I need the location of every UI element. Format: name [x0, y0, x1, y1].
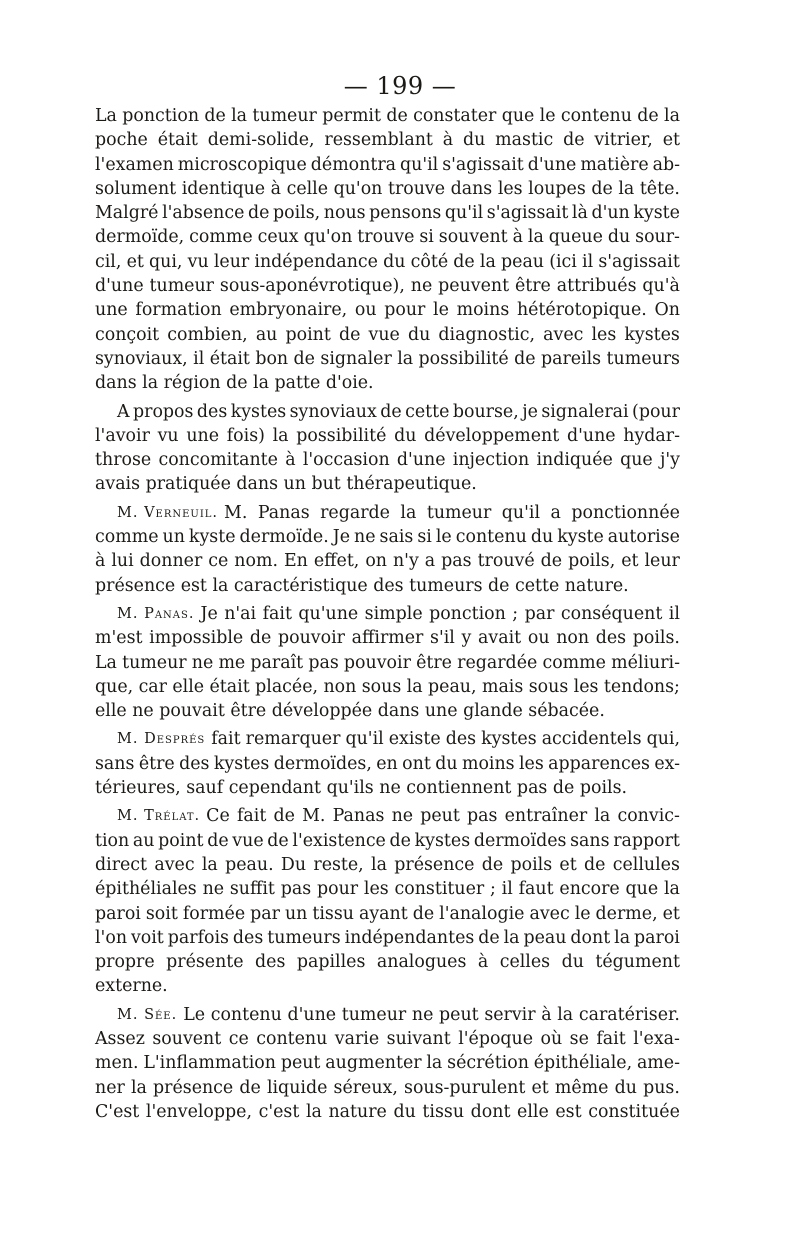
text-line: dermoïde, comme ceux qu'on trouve si souvent à la queue du sour- — [95, 227, 680, 248]
text-line: elle ne pouvait être développée dans une glande sébacée. — [95, 701, 605, 722]
text-line: La ponction de la tumeur permit de constater que le contenu de la — [95, 106, 680, 126]
text-line: propre présente des papilles analogues à celles du tégument — [95, 952, 680, 973]
speaker-name: M. Verneuil. — [117, 504, 219, 521]
text-line: térieures, sauf cependant qu'ils ne contiennent pas de poils. — [95, 778, 628, 799]
text-line: externe. — [95, 976, 168, 997]
text-line: avais pratiquée dans un but thérapeutique. — [95, 474, 477, 495]
text-line: C'est l'enveloppe, c'est la nature du tissu dont elle est constituée — [95, 1101, 680, 1122]
page-text — [95, 104, 680, 1124]
text-line — [95, 602, 680, 626]
text-line: présence est la caractéristique des tumeurs de cette nature. — [95, 575, 629, 596]
speaker-paragraph — [95, 1003, 680, 1124]
speaker-name: M. Després — [117, 731, 206, 748]
text-line — [95, 727, 680, 751]
text-line: conçoit combien, au point de vue du diagnostic, avec les kystes — [95, 324, 680, 345]
line-text: Le contenu d'une tumeur ne peut servir à la caratériser. — [183, 1004, 680, 1025]
text-line: poche était demi-solide, ressemblant à du mastic de vitrier, et — [95, 130, 680, 151]
line-text: Je n'ai fait qu'une simple ponction ; par conséquent il — [200, 603, 680, 624]
speaker-paragraph — [95, 727, 680, 800]
text-line: comme un kyste dermoïde. Je ne sais si le contenu du kyste autorise — [95, 527, 680, 548]
text-line: La tumeur ne me paraît pas pouvoir être regardée comme méliuri- — [95, 652, 680, 673]
line-text: fait remarquer qu'il existe des kystes accidentels qui, — [211, 729, 680, 750]
text-line: d'une tumeur sous-aponévrotique), ne peuvent être attribués qu'à — [95, 276, 680, 297]
text-line: à lui donner ce nom. En effet, on n'y a pas trouvé de poils, et leur — [95, 551, 680, 572]
speaker-name: M. Sée. — [117, 1006, 178, 1023]
text-line: épithéliales ne suffit pas pour les constituer ; il faut encore que la — [95, 879, 680, 900]
text-line — [95, 1003, 680, 1027]
paragraph — [95, 104, 680, 396]
text-line: Malgré l'absence de poils, nous pensons qu'il s'agissait là d'un kyste — [95, 203, 680, 224]
text-line: Assez souvent ce contenu varie suivant l'époque où se fait l'exa- — [95, 1028, 680, 1049]
text-line: l'examen microscopique démontra qu'il s'agissait d'une matière ab- — [95, 154, 680, 175]
speaker-paragraph — [95, 501, 680, 598]
text-line: solument identique à celle qu'on trouve dans les loupes de la tête. — [95, 178, 680, 199]
text-line: une formation embryonaire, ou pour le moins hétérotopique. On — [95, 300, 680, 321]
text-line — [95, 804, 680, 828]
paragraph — [95, 400, 680, 497]
text-line: synoviaux, il était bon de signaler la possibilité de pareils tumeurs — [95, 348, 680, 369]
text-line: cil, et qui, vu leur indépendance du côté de la peau (ici il s'agissait — [95, 251, 680, 272]
speaker-name: M. Trélat. — [117, 808, 201, 825]
text-line: ner la présence de liquide séreux, sous-purulent et même du pus. — [95, 1077, 680, 1098]
speaker-paragraph — [95, 602, 680, 723]
text-line: que, car elle était placée, non sous la peau, mais sous les tendons; — [95, 676, 680, 697]
text-line: A propos des kystes synoviaux de cette bourse, je signalerai (pour — [117, 401, 680, 422]
text-line: paroi soit formée par un tissu ayant de l'analogie avec le derme, et — [95, 903, 680, 924]
text-line: sans être des kystes dermoïdes, en ont du moins les apparences ex- — [95, 753, 680, 774]
text-line: dans la région de la patte d'oie. — [95, 373, 374, 394]
text-line: throse concomitante à l'occasion d'une injection indiquée que j'y — [95, 450, 680, 471]
line-text: M. Panas regarde la tumeur qu'il a ponctionnée — [224, 502, 680, 523]
line-text: Ce fait de M. Panas ne peut pas entraîner la convic- — [206, 806, 680, 827]
text-line: l'avoir vu une fois) la possibilité du développement d'une hydar- — [95, 425, 680, 446]
text-line: l'on voit parfois des tumeurs indépendantes de la peau dont la paroi — [95, 927, 680, 948]
text-line: direct avec la peau. Du reste, la présence de poils et de cellules — [95, 854, 680, 875]
page-number: — 199 — — [343, 72, 457, 100]
speaker-paragraph — [95, 804, 680, 998]
text-line: tion au point de vue de l'existence de kystes dermoïdes sans rapport — [95, 830, 680, 851]
text-line — [95, 501, 680, 525]
text-line: m'est impossible de pouvoir affirmer s'il y avait ou non des poils. — [95, 628, 680, 649]
speaker-name: M. Panas. — [117, 605, 195, 622]
text-line: men. L'inflammation peut augmenter la sécrétion épithéliale, ame- — [95, 1053, 680, 1074]
